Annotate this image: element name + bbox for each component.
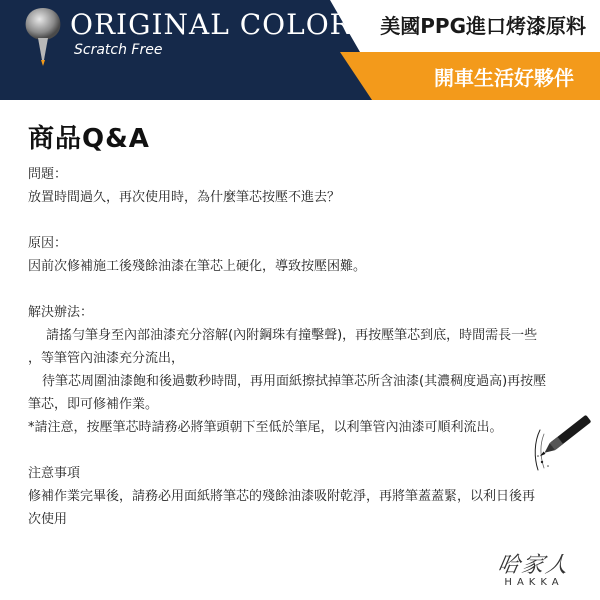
pen-illustration-icon	[520, 400, 600, 480]
header-banner	[0, 0, 600, 100]
question-label: 問題：	[28, 167, 68, 182]
solution-line: 待筆芯周圍油漆飽和後過數秒時間，再用面紙擦拭掉筆芯所含油漆(其濃稠度過高)再按壓	[42, 374, 547, 389]
hakka-signature	[494, 548, 574, 588]
solution-line: 請搖勻筆身至內部油漆充分溶解(內附鋼珠有撞擊聲)，再按壓筆芯到底，時間需長一些	[46, 328, 538, 343]
page-title: 商品Q&A	[28, 124, 150, 154]
signature-script: 哈家人	[495, 553, 572, 578]
solution-line: ，等筆管內油漆充分流出，	[28, 351, 185, 366]
brush-logo-icon	[22, 6, 64, 66]
brand-title: ORIGINAL COLOR	[70, 8, 352, 41]
solution-note: *請注意，按壓筆芯時請務必將筆頭朝下至低於筆尾，以利筆管內油漆可順利流出。	[28, 420, 503, 435]
signature-latin: HAKKA	[504, 577, 564, 588]
tagline-top: 美國PPG進口烤漆原料	[380, 14, 586, 38]
qa-content	[28, 118, 580, 531]
brand-subtitle: Scratch Free	[74, 42, 163, 58]
solution-line: 筆芯，即可修補作業。	[28, 397, 159, 412]
notice-line: 修補作業完畢後，請務必用面紙將筆芯的殘餘油漆吸附乾淨，再將筆蓋蓋緊，以利日後再	[28, 489, 536, 504]
tagline-bottom: 開車生活好夥伴	[434, 66, 574, 90]
notice-line: 次使用	[28, 512, 68, 527]
cause-text: 因前次修補施工後殘餘油漆在筆芯上硬化，導致按壓困難。	[28, 259, 367, 274]
notice-label: 注意事項	[28, 466, 81, 481]
cause-label: 原因：	[28, 236, 68, 251]
question-text: 放置時間過久，再次使用時，為什麼筆芯按壓不進去？	[28, 190, 341, 205]
solution-label: 解決辦法：	[28, 305, 94, 320]
